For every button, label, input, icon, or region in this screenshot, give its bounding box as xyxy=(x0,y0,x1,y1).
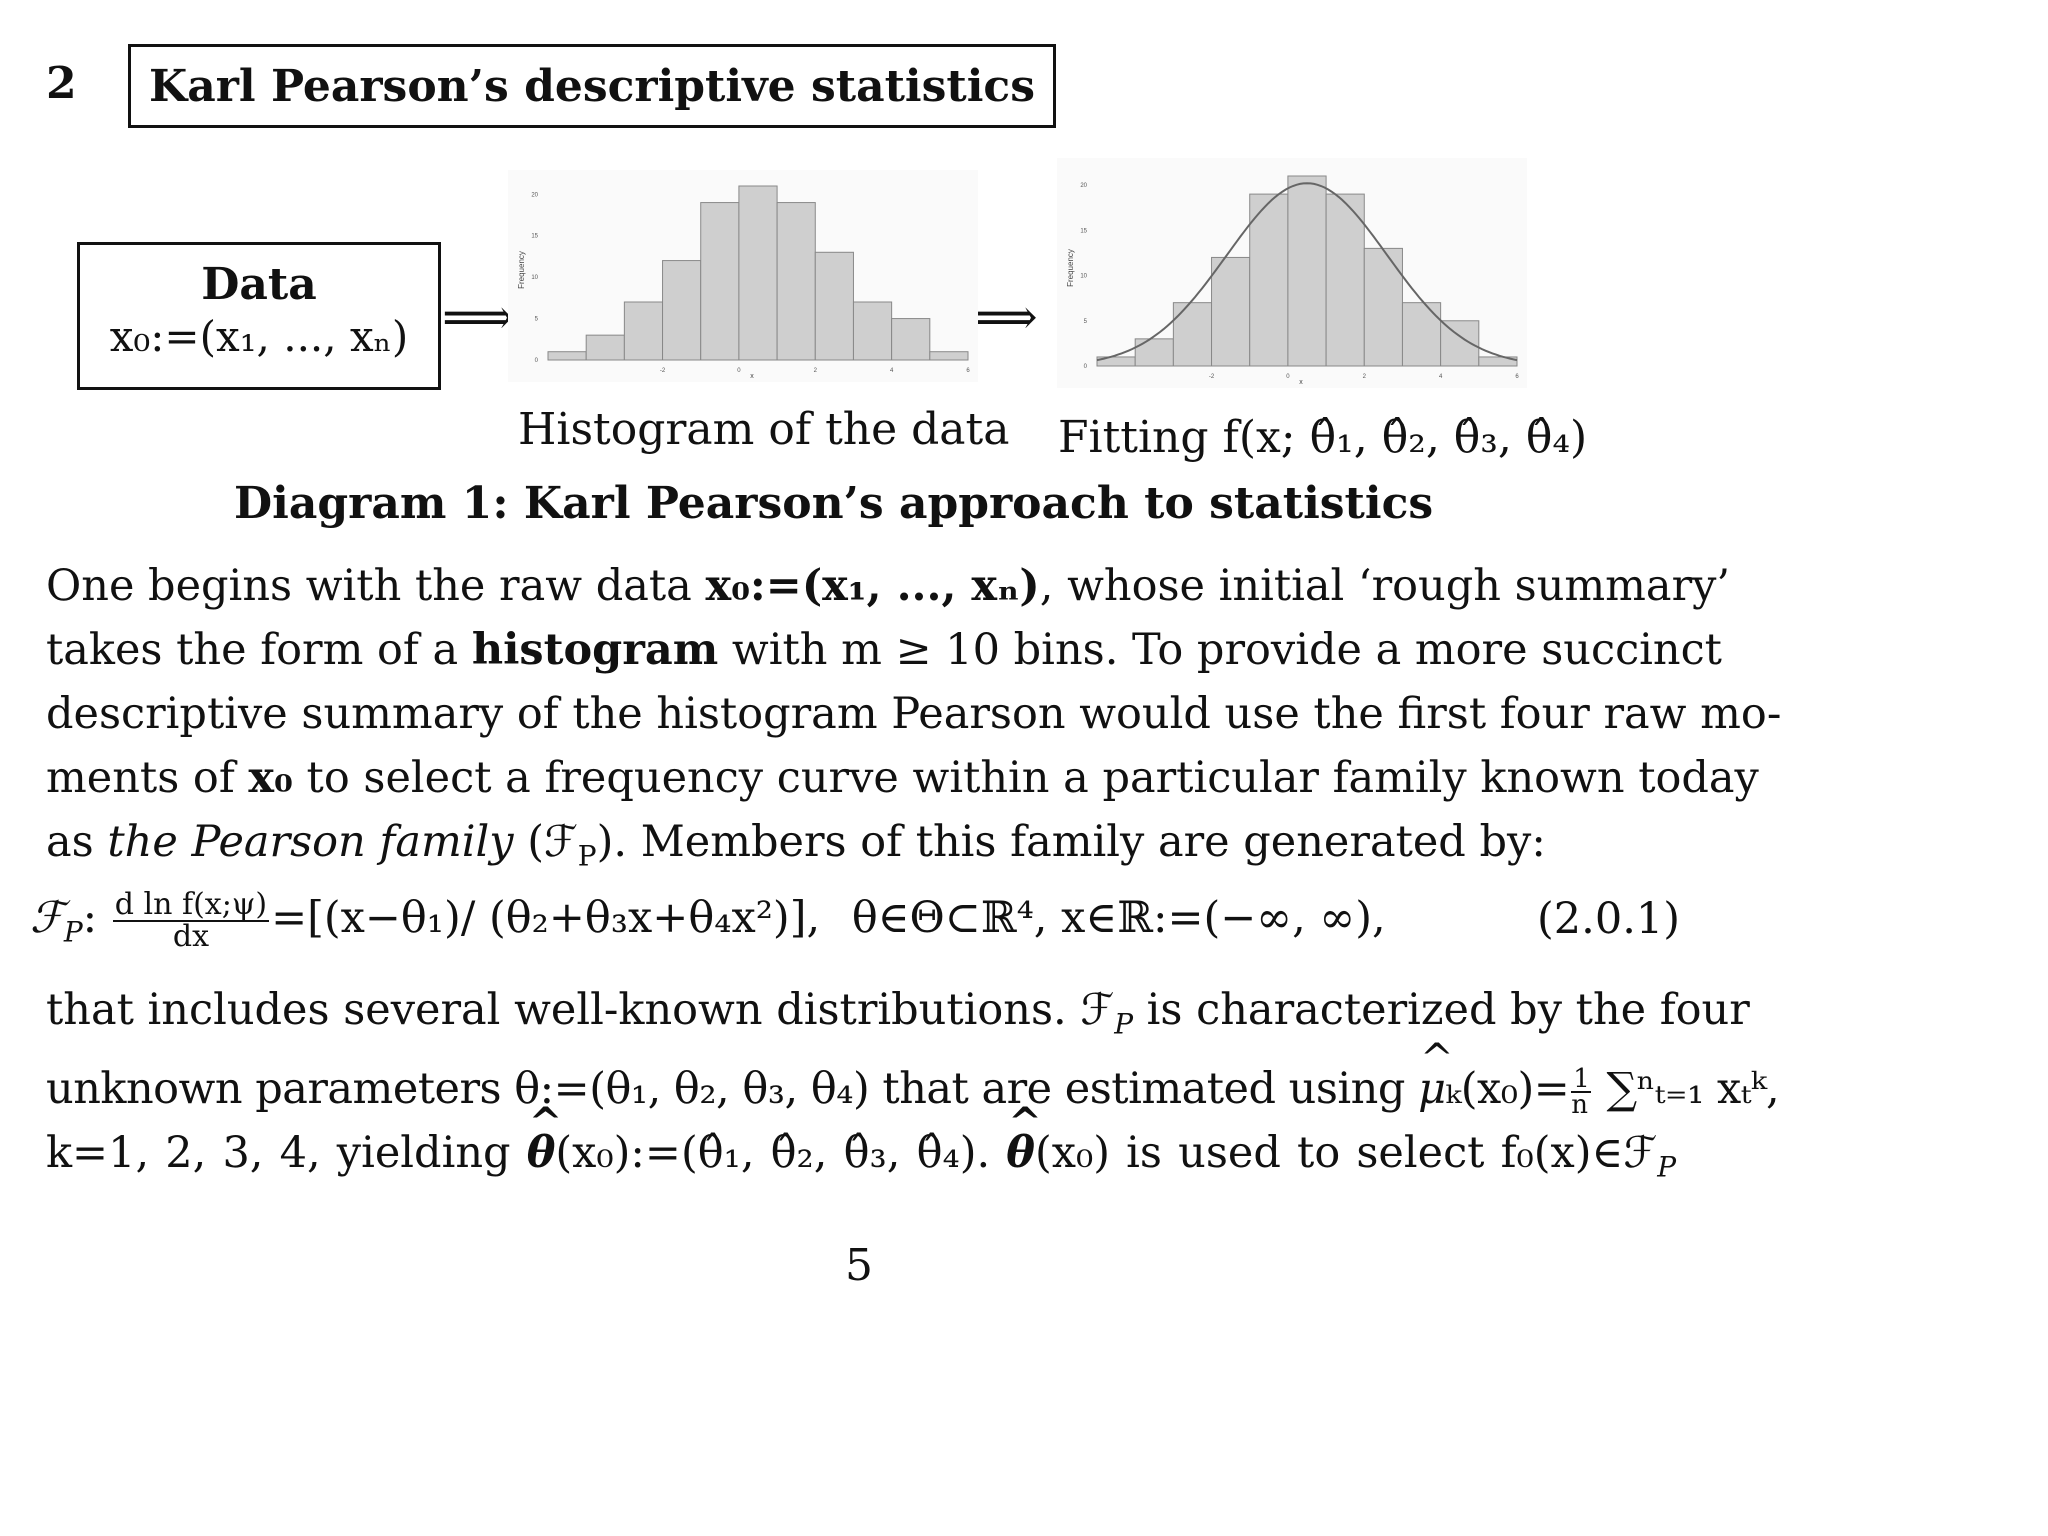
section-title: Karl Pearson’s descriptive statistics xyxy=(128,44,1056,128)
histogram-caption: Histogram of the data xyxy=(518,404,1010,455)
x-tick-label: 6 xyxy=(1515,374,1519,380)
y-tick-label: 20 xyxy=(531,192,538,199)
histogram-bar xyxy=(586,335,624,360)
data-box-title: Data xyxy=(201,259,317,310)
y-tick-label: 0 xyxy=(534,358,538,364)
x-tick-label: -2 xyxy=(659,368,666,374)
histogram-bar xyxy=(815,252,853,360)
histogram-bar xyxy=(853,302,891,360)
histogram-bar xyxy=(624,302,662,360)
derivative-fraction: $\frac{\text{d ln f(x;ψ)}}{dx}$ xyxy=(114,887,268,954)
histogram-bar xyxy=(930,352,968,360)
y-tick-label: 0 xyxy=(1083,364,1087,370)
y-tick-label: 15 xyxy=(531,233,538,240)
x-tick-label: 6 xyxy=(966,368,970,374)
histogram-bar xyxy=(548,352,586,360)
page-number: 5 xyxy=(845,1240,873,1291)
histogram-bar xyxy=(1288,176,1326,366)
y-tick-label: 10 xyxy=(1080,273,1087,280)
histogram-bar xyxy=(1173,303,1211,366)
y-tick-label: 20 xyxy=(1080,183,1087,190)
histogram-bar xyxy=(1364,248,1402,366)
text-line: as the Pearson family (ℱ$_P$). Members of this family are generated by: xyxy=(46,817,1546,873)
paragraph-2 xyxy=(46,978,1780,1199)
histogram-chart xyxy=(508,170,978,382)
x-tick-label: 0 xyxy=(1286,374,1290,380)
fitted-histogram-chart xyxy=(1057,158,1527,388)
text-line: k=1, 2, 3, 4, yielding ^ θ(x₀):=(θ̂₁, θ̂₂, θ̂₃, θ̂₄). ^ θ(x₀) is used to select f₀(x)∈ℱ$_P$ xyxy=(46,1121,1676,1200)
text-line: that includes several well-known distributions. ℱ$_P$ is characterized by the four xyxy=(46,985,1750,1041)
arrow-implies-1: ⟹ xyxy=(442,288,514,346)
section-number: 2 xyxy=(46,58,77,109)
histogram-bar xyxy=(1441,321,1479,366)
x-tick-label: 4 xyxy=(1438,374,1443,380)
y-axis-label: Frequency xyxy=(517,251,526,289)
paragraph-1 xyxy=(46,554,1782,889)
text-line: takes the form of a histogram with m ≥ 10 bins. To provide a more succinct xyxy=(46,625,1722,675)
x-tick-label: 4 xyxy=(889,368,894,374)
x-axis-label: x xyxy=(1299,379,1303,386)
histogram-bar xyxy=(777,203,815,360)
arrow-implies-2: ⟹ xyxy=(966,288,1038,346)
text-line: descriptive summary of the histogram Pearson would use the first four raw mo- xyxy=(46,689,1782,739)
histogram-bar xyxy=(1250,194,1288,366)
equation-number: (2.0.1) xyxy=(1537,894,1680,944)
x-tick-label: -2 xyxy=(1208,374,1215,380)
data-box xyxy=(77,242,441,390)
x-axis-label: x xyxy=(750,373,754,380)
histogram-bar xyxy=(892,319,930,360)
equation-2-0-1: ℱ$_P$: $\frac{\text{d ln f(x;ψ)}}{dx}$ =[(x−θ₁)/ (θ₂+θ₃x+θ₄x²)], θ∈Θ⊂ℝ⁴, x∈ℝ:=(−∞, ∞), (2.0.1) xyxy=(30,887,1680,954)
y-tick-label: 15 xyxy=(1080,228,1087,235)
x-tick-label: 2 xyxy=(1362,374,1366,380)
fitting-caption: Fitting f(x; θ̂₁, θ̂₂, θ̂₃, θ̂₄) xyxy=(1058,412,1588,463)
x-tick-label: 2 xyxy=(813,368,817,374)
data-box-formula: x₀:=(x₁, ..., xₙ) xyxy=(109,312,409,361)
y-tick-label: 10 xyxy=(531,275,538,282)
histogram-bar xyxy=(1135,339,1173,366)
y-axis-label: Frequency xyxy=(1066,249,1075,287)
histogram-bar xyxy=(1212,257,1250,366)
y-tick-label: 5 xyxy=(534,316,538,323)
histogram-bar xyxy=(701,203,739,360)
text-line: ments of x₀ to select a frequency curve within a particular family known today xyxy=(46,753,1759,803)
histogram-bar xyxy=(739,186,777,360)
diagram-caption: Diagram 1: Karl Pearson’s approach to statistics xyxy=(234,478,1434,529)
text-line: One begins with the raw data x₀:=(x₁, ..., xₙ), whose initial ‘rough summary’ xyxy=(46,561,1731,611)
x-tick-label: 0 xyxy=(737,368,741,374)
y-tick-label: 5 xyxy=(1083,318,1087,325)
histogram-bar xyxy=(1326,194,1364,366)
histogram-bar xyxy=(1402,303,1440,366)
histogram-bar xyxy=(663,261,701,360)
text-line: unknown parameters θ:=(θ₁, θ₂, θ₃, θ₄) that are estimated using ^ μₖ(x₀)= $\frac{1}{n}$ ∑ⁿₜ₌₁ xₜᵏ, xyxy=(46,1057,1676,1121)
